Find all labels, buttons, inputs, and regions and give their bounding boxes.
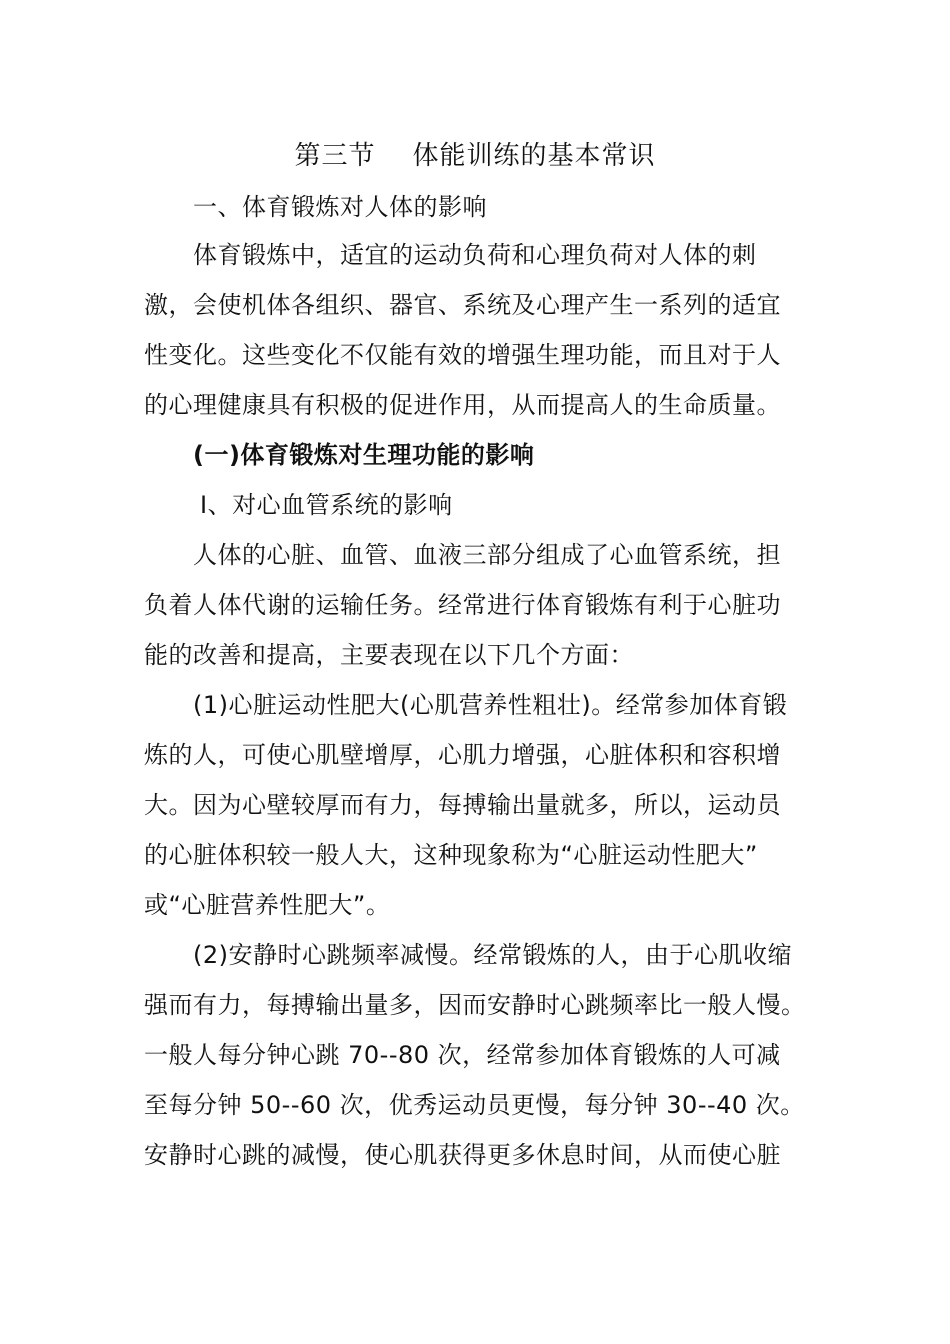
paragraph-line: 能的改善和提高，主要表现在以下几个方面： xyxy=(144,641,634,669)
paragraph-line: 安静时心跳的减慢，使心肌获得更多休息时间，从而使心脏 xyxy=(144,1141,781,1169)
paragraph-line: 激，会使机体各组织、器官、系统及心理产生一系列的适宜 xyxy=(144,291,781,319)
section-title: 第三节 体能训练的基本常识 xyxy=(294,141,656,171)
paragraph-line: 强而有力，每搏输出量多，因而安静时心跳频率比一般人慢。 xyxy=(144,991,806,1019)
paragraph-line: 人体的心脏、血管、血液三部分组成了心血管系统，担 xyxy=(193,541,781,569)
heading-influence-on-body: 一、体育锻炼对人体的影响 xyxy=(193,193,487,221)
paragraph-line: 体育锻炼中，适宜的运动负荷和心理负荷对人体的刺 xyxy=(193,241,757,269)
paragraph-line: 或“心脏营养性肥大”。 xyxy=(144,891,391,919)
paragraph-line: (2)安静时心跳频率减慢。经常锻炼的人，由于心肌收缩 xyxy=(193,941,792,969)
subheading-cardiovascular: Ⅰ、对心血管系统的影响 xyxy=(200,491,453,519)
paragraph-line: 炼的人，可使心肌壁增厚，心肌力增强，心脏体积和容积增 xyxy=(144,741,781,769)
paragraph-line: 性变化。这些变化不仅能有效的增强生理功能，而且对于人 xyxy=(144,341,781,369)
paragraph-line: 的心理健康具有积极的促进作用，从而提高人的生命质量。 xyxy=(144,391,781,419)
paragraph-line: 一般人每分钟心跳 70--80 次，经常参加体育锻炼的人可减 xyxy=(144,1041,781,1069)
paragraph-line: 的心脏体积较一般人大，这种现象称为“心脏运动性肥大” xyxy=(144,841,758,869)
paragraph-line: 至每分钟 50--60 次，优秀运动员更慢，每分钟 30--40 次。 xyxy=(144,1091,805,1119)
paragraph-line: (1)心脏运动性肥大(心肌营养性粗壮)。经常参加体育锻 xyxy=(193,691,788,719)
paragraph-line: 负着人体代谢的运输任务。经常进行体育锻炼有利于心脏功 xyxy=(144,591,781,619)
paragraph-line: 大。因为心壁较厚而有力，每搏输出量就多，所以，运动员 xyxy=(144,791,781,819)
subheading-physiological-function: (一)体育锻炼对生理功能的影响 xyxy=(193,441,535,469)
